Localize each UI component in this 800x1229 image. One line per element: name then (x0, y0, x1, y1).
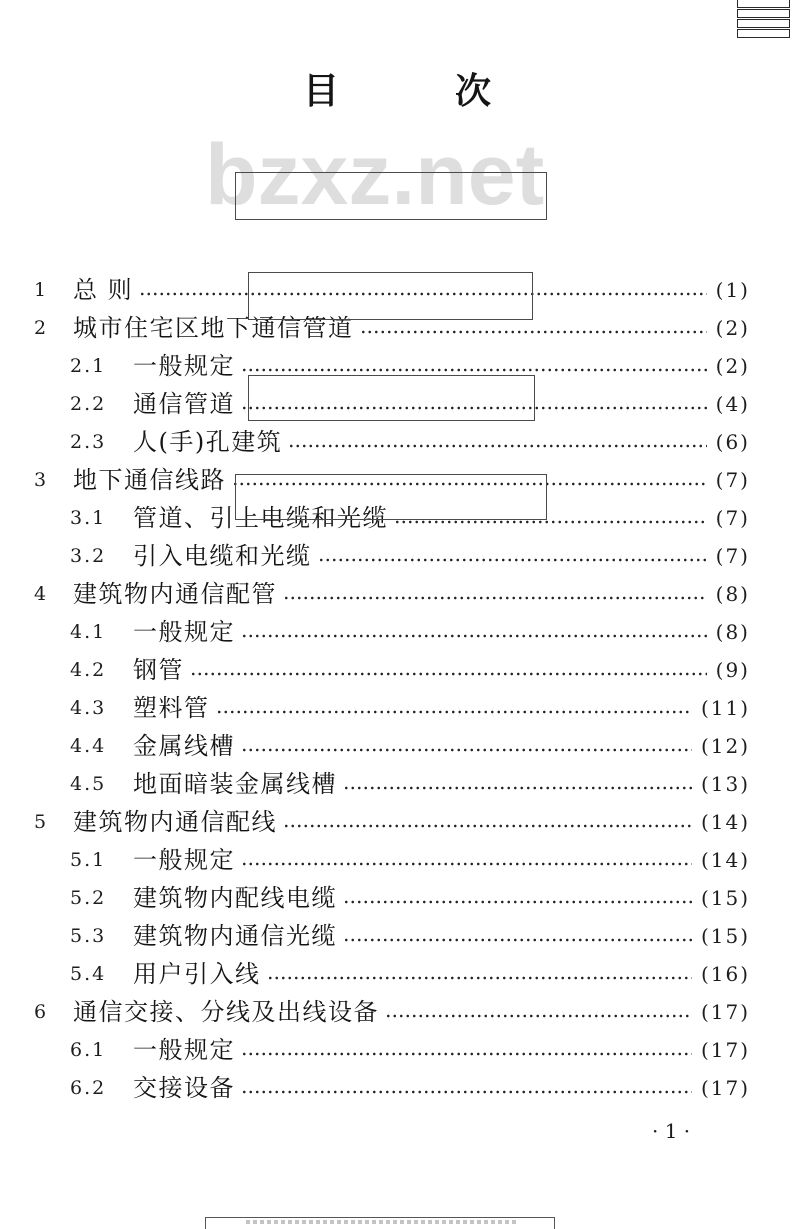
toc-section-row (0, 917, 800, 955)
toc-page-ref: (17) (700, 1038, 750, 1062)
toc-section-title: 一般规定 (133, 846, 235, 874)
toc-page-ref: (2) (715, 316, 750, 340)
page-title-right: 次 (455, 71, 492, 112)
toc-section-title: 地面暗装金属线槽 (133, 770, 337, 798)
toc-page-ref: (14) (700, 810, 750, 834)
toc-section-row (0, 423, 800, 461)
toc-chapter-row (0, 575, 800, 613)
toc-section-title: 金属线槽 (133, 732, 235, 760)
header-frame-box (235, 172, 547, 220)
toc-dot-leader (241, 861, 692, 867)
toc-section-row (0, 651, 800, 689)
toc-section-number: 2.1 (70, 355, 107, 377)
toc-section-number: 4.1 (70, 621, 107, 643)
toc-dot-leader (241, 1089, 692, 1095)
toc-section-title: 人(手)孔建筑 (133, 428, 283, 456)
toc-dot-leader (318, 557, 707, 563)
toc-dot-leader (343, 899, 692, 905)
toc-chapter-number: 2 (34, 317, 49, 339)
toc-section-row (0, 1031, 800, 1069)
toc-section-title: 用户引入线 (133, 960, 261, 988)
toc-dot-leader (283, 823, 692, 829)
toc-dot-leader (216, 709, 692, 715)
toc-page-ref: (7) (715, 506, 750, 530)
bottom-scan-strip-marks (246, 1220, 516, 1224)
toc-dot-leader (267, 975, 692, 981)
toc-chapter-row (0, 803, 800, 841)
toc-chapter-title: 总 则 (73, 276, 134, 304)
toc-dot-leader (343, 785, 692, 791)
toc-section-row (0, 1069, 800, 1107)
toc-section-number: 3.2 (70, 545, 107, 567)
toc-section-number: 5.1 (70, 849, 107, 871)
toc-section-title: 一般规定 (133, 1036, 235, 1064)
toc-page-ref: (7) (715, 544, 750, 568)
toc-section-number: 5.4 (70, 963, 107, 985)
toc-section-number: 4.4 (70, 735, 107, 757)
toc-page-ref: (8) (715, 582, 750, 606)
toc-page-ref: (17) (700, 1076, 750, 1100)
toc-section-title: 通信管道 (133, 390, 235, 418)
toc-chapter-row (0, 993, 800, 1031)
toc-dot-leader (190, 671, 707, 677)
toc-section-row (0, 879, 800, 917)
page-number: · 1 · (652, 1119, 691, 1143)
toc-dot-leader (343, 937, 692, 943)
toc-page-ref: (8) (715, 620, 750, 644)
toc-section-number: 2.3 (70, 431, 107, 453)
toc-section-title: 引入电缆和光缆 (133, 542, 312, 570)
toc-section-number: 3.1 (70, 507, 107, 529)
toc-section-row (0, 613, 800, 651)
toc-dot-leader (241, 747, 692, 753)
toc-page-ref: (16) (700, 962, 750, 986)
toc-chapter-number: 4 (34, 583, 49, 605)
index-tab (737, 9, 790, 18)
index-tab (737, 19, 790, 28)
toc-section-row (0, 955, 800, 993)
toc-dot-leader (241, 1051, 692, 1057)
toc-section-row (0, 537, 800, 575)
bottom-scan-strip (205, 1217, 555, 1229)
toc-page-ref: (17) (700, 1000, 750, 1024)
toc-section-number: 4.3 (70, 697, 107, 719)
toc-section-number: 4.5 (70, 773, 107, 795)
toc-dot-leader (241, 633, 707, 639)
toc-page-ref: (9) (715, 658, 750, 682)
toc-page-ref: (1) (715, 278, 750, 302)
toc-section-row (0, 765, 800, 803)
toc-chapter-title: 通信交接、分线及出线设备 (73, 998, 379, 1026)
toc-chapter-title: 地下通信线路 (73, 466, 226, 494)
index-tab (737, 0, 790, 8)
toc-chapter-title: 城市住宅区地下通信管道 (73, 314, 354, 342)
toc-section-title: 建筑物内通信光缆 (133, 922, 337, 950)
toc-section-number: 6.1 (70, 1039, 107, 1061)
toc-section-title: 管道、引上电缆和光缆 (133, 504, 388, 532)
toc-chapter-number: 6 (34, 1001, 49, 1023)
toc-dot-leader (241, 367, 707, 373)
overlay-frame-box (248, 272, 533, 320)
overlay-frame-box (248, 375, 535, 421)
toc-section-title: 交接设备 (133, 1074, 235, 1102)
toc-section-number: 2.2 (70, 393, 107, 415)
toc-dot-leader (385, 1013, 692, 1019)
toc-page-ref: (15) (700, 924, 750, 948)
toc-section-title: 钢管 (133, 656, 184, 684)
toc-section-title: 建筑物内配线电缆 (133, 884, 337, 912)
toc-section-number: 5.3 (70, 925, 107, 947)
toc-dot-leader (283, 595, 707, 601)
toc-chapter-title: 建筑物内通信配线 (73, 808, 277, 836)
toc-dot-leader (288, 443, 706, 449)
toc-page-ref: (4) (715, 392, 750, 416)
overlay-frame-box (235, 474, 547, 520)
index-tab (737, 29, 790, 38)
index-tab-marks (737, 0, 790, 39)
page-title-left: 目 (303, 71, 340, 112)
site-watermark: bzxz.net (205, 127, 545, 223)
toc-page-ref: (7) (715, 468, 750, 492)
toc-chapter-number: 3 (34, 469, 49, 491)
toc-page-ref: (13) (700, 772, 750, 796)
toc-section-number: 6.2 (70, 1077, 107, 1099)
toc-section-number: 5.2 (70, 887, 107, 909)
toc-page-ref: (2) (715, 354, 750, 378)
toc-section-title: 塑料管 (133, 694, 210, 722)
toc-chapter-number: 5 (34, 811, 49, 833)
toc-section-row (0, 689, 800, 727)
toc-section-title: 一般规定 (133, 618, 235, 646)
toc-section-row (0, 727, 800, 765)
toc-page-ref: (15) (700, 886, 750, 910)
toc-chapter-number: 1 (34, 279, 49, 301)
toc-page-ref: (11) (700, 696, 750, 720)
toc-section-title: 一般规定 (133, 352, 235, 380)
toc-section-row (0, 841, 800, 879)
toc-page-ref: (12) (700, 734, 750, 758)
toc-section-number: 4.2 (70, 659, 107, 681)
toc-dot-leader (360, 329, 707, 335)
toc-page-ref: (14) (700, 848, 750, 872)
toc-page-ref: (6) (715, 430, 750, 454)
toc-chapter-title: 建筑物内通信配管 (73, 580, 277, 608)
